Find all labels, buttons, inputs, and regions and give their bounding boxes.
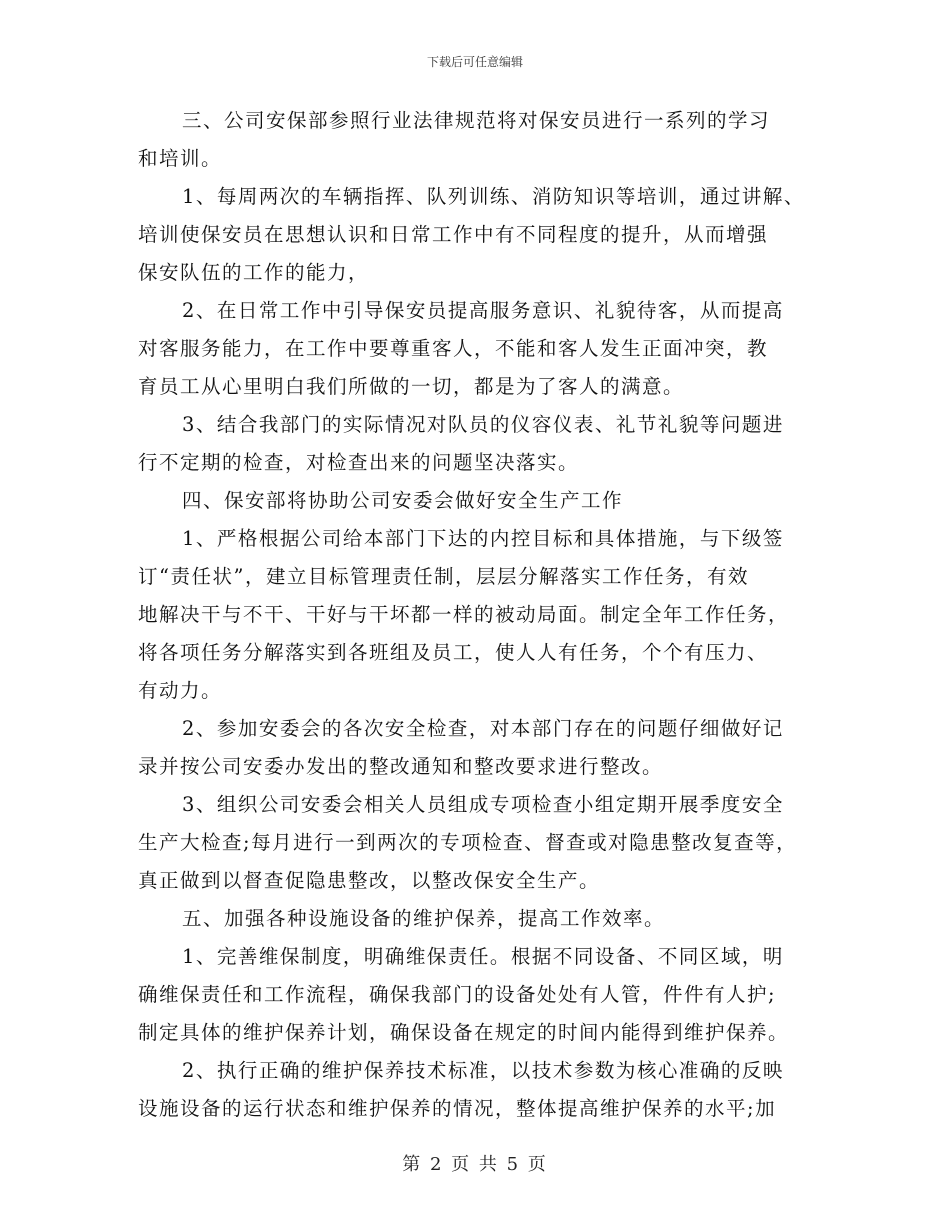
- text-line: 三、公司安保部参照行业法律规范将对保安员进行一系列的学习: [182, 109, 771, 132]
- text-line: 确维保责任和工作流程，确保我部门的设备处处有人管，件件有人护;: [138, 983, 777, 1006]
- text-line: 1、完善维保制度，明确维保责任。根据不同设备、不同区域，明: [182, 945, 784, 968]
- text-line: 2、执行正确的维护保养技术标准，以技术参数为核心准确的反映: [182, 1059, 784, 1082]
- text-line: 制定具体的维护保养计划，确保设备在规定的时间内能得到维护保养。: [138, 1021, 790, 1044]
- text-line: 真正做到以督查促隐患整改，以整改保安全生产。: [138, 869, 601, 892]
- text-line: 录并按公司安委办发出的整改通知和整改要求进行整改。: [138, 755, 664, 778]
- text-line: 有动力。: [138, 679, 223, 702]
- document-body: [138, 102, 828, 1128]
- page-number: 第 2 页 共 5 页: [402, 1154, 548, 1175]
- text-line: 行不定期的检查，对检查出来的问题坚决落实。: [138, 451, 580, 474]
- text-line: 将各项任务分解落实到各班组及员工，使人人有任务，个个有压力、: [138, 641, 769, 664]
- text-line: 设施设备的运行状态和维护保养的情况，整体提高维护保养的水平;加: [138, 1097, 777, 1120]
- text-line: 对客服务能力，在工作中要尊重客人，不能和客人发生正面冲突，教: [138, 337, 769, 360]
- text-line: 育员工从心里明白我们所做的一切，都是为了客人的满意。: [138, 375, 685, 398]
- section-heading: 五、加强各种设施设备的维护保养，提高工作效率。: [182, 907, 666, 930]
- text-line: 3、组织公司安委会相关人员组成专项检查小组定期开展季度安全: [182, 793, 784, 816]
- header-note: 下载后可任意编辑: [426, 55, 523, 69]
- text-line: 2、参加安委会的各次安全检查，对本部门存在的问题仔细做好记: [182, 717, 784, 740]
- text-line: 2、在日常工作中引导保安员提高服务意识、礼貌待客，从而提高: [182, 299, 784, 322]
- text-line: 1、每周两次的车辆指挥、队列训练、消防知识等培训，通过讲解、: [182, 185, 805, 208]
- text-line: 培训使保安员在思想认识和日常工作中有不同程度的提升，从而增强: [138, 223, 769, 246]
- text-line: 订“责任状”，建立目标管理责任制，层层分解落实工作任务，有效: [138, 565, 749, 588]
- text-line: 地解决干与不干、干好与干坏都一样的被动局面。制定全年工作任务，: [138, 603, 790, 626]
- text-line: 1、严格根据公司给本部门下达的内控目标和具体措施，与下级签: [182, 527, 784, 550]
- text-line: 保安队伍的工作的能力，: [138, 261, 370, 284]
- text-line: 和培训。: [138, 147, 223, 170]
- section-heading: 四、保安部将协助公司安委会做好安全生产工作: [182, 489, 624, 512]
- text-line: 3、结合我部门的实际情况对队员的仪容仪表、礼节礼貌等问题进: [182, 413, 784, 436]
- text-line: 生产大检查;每月进行一到两次的专项检查、督查或对隐患整改复查等，: [138, 831, 798, 854]
